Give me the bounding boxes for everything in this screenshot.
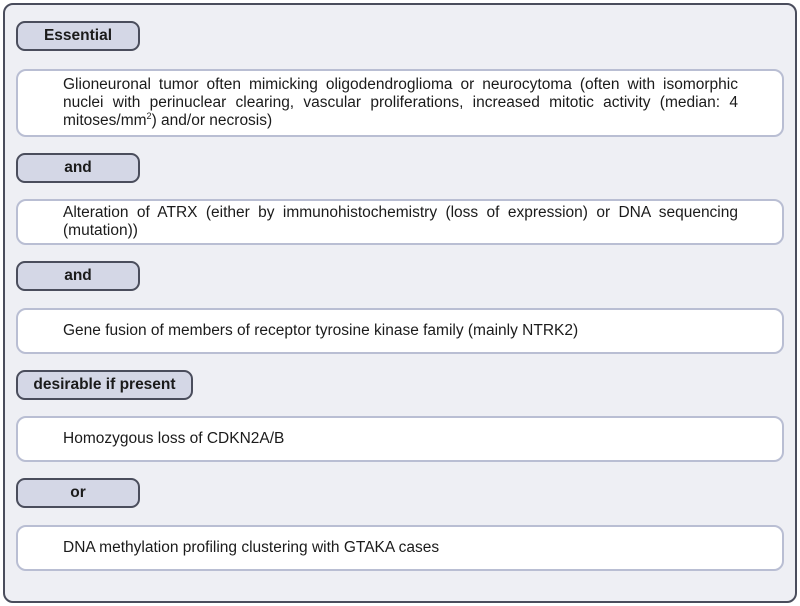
criterion-box-3 [16, 308, 784, 354]
criterion-5-text: DNA methylation profiling clustering with GTAKA cases [63, 539, 440, 556]
criterion-box-4 [16, 416, 784, 462]
essential-label: Essential [16, 21, 140, 51]
desirable-label: desirable if present [16, 370, 193, 400]
and-label-1: and [16, 153, 140, 183]
criterion-1-text: Glioneuronal tumor often mimicking oligodendroglioma or neurocytoma (often with isomorphic nuclei with perinuclear clearing, vascular proliferations, increased mitotic activity (median: 4 mitoses/$mm^2$) and/or necrosis) [63, 76, 738, 129]
criterion-box-1 [16, 69, 784, 137]
criterion-box-2 [16, 199, 784, 245]
or-label: or [16, 478, 140, 508]
criterion-box-5 [16, 525, 784, 571]
criterion-3-text: Gene fusion of members of receptor tyrosine kinase family (mainly NTRK2) [63, 322, 579, 339]
criterion-2-text: Alteration of ATRX (either by immunohistochemistry (loss of expression) or DNA sequencing (mutation)) [63, 204, 738, 239]
criterion-4-text: Homozygous loss of CDKN2A/B [63, 430, 285, 447]
and-label-2: and [16, 261, 140, 291]
